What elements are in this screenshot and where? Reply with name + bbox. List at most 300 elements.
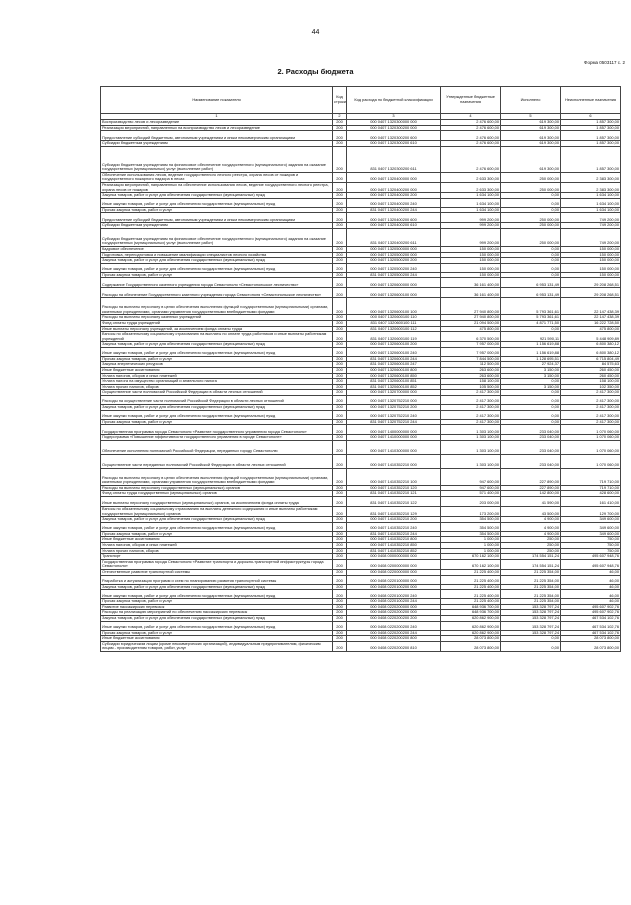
row-kbk: 000 0407 1320600100 100 <box>347 298 441 315</box>
row-name: Фонд оплаты труда учреждений <box>101 320 333 326</box>
row-name: Субсидии бюджетным учреждениям <box>101 223 333 229</box>
index-cell: 5 <box>501 114 561 120</box>
row-executed: 233 040,00 <box>501 440 561 454</box>
row-unexecuted: 495 607 902,76 <box>561 604 621 610</box>
row-kbk: 000 0407 1320400200 240 <box>347 198 441 207</box>
row-name: Реализация мероприятий, направленных на воспроизводство лесов и лесоразведение <box>101 125 333 131</box>
row-name: Расходы на реализацию мероприятий по обеспечению пассажирских перевозок <box>101 610 333 616</box>
row-name: Прочая закупка товаров, работ и услуг <box>101 599 333 605</box>
row-approved: 21 094 500,00 <box>441 320 501 326</box>
row-unexecuted: 750,00 <box>561 537 621 543</box>
table-row <box>101 590 621 599</box>
row-approved: 648 936 700,00 <box>441 610 501 616</box>
row-unexecuted: 28 073 800,00 <box>561 641 621 651</box>
row-name: Уплата налогов, сборов и иных платежей <box>101 542 333 548</box>
row-name: Осуществление части переданных полномочий Российской Федерации в области лесных отношений <box>101 454 333 468</box>
row-executed: 21 225 354,00 <box>501 590 561 599</box>
row-unexecuted: 6 800 380,12 <box>561 342 621 348</box>
row-executed: 153 328 797,24 <box>501 604 561 610</box>
row-line-code: 200 <box>333 193 347 199</box>
table-row <box>101 575 621 584</box>
header-approved: Утвержденные бюджетные назначения <box>441 87 501 114</box>
table-row <box>101 288 621 298</box>
row-unexecuted: 2 417 300,00 <box>561 405 621 411</box>
row-kbk: 000 0407 1320700000 000 <box>347 390 441 396</box>
row-name: Прочая закупка товаров, работ и услуг <box>101 531 333 537</box>
row-name: Отечественные развитие транспортной системы <box>101 569 333 575</box>
row-unexecuted: 349 600,00 <box>561 531 621 537</box>
row-kbk: 000 0408 0220100200 244 <box>347 599 441 605</box>
table-row <box>101 410 621 419</box>
row-line-code: 200 <box>333 454 347 468</box>
row-line-code: 200 <box>333 621 347 630</box>
row-kbk: 000 0407 1320400000 000 <box>347 172 441 182</box>
row-kbk: 831 0407 1320300200 611 <box>347 146 441 172</box>
row-line-code: 200 <box>333 497 347 507</box>
row-line-code: 200 <box>333 615 347 621</box>
row-line-code: 200 <box>333 356 347 362</box>
row-unexecuted: 749 200,00 <box>561 228 621 246</box>
row-executed: 0,00 <box>501 272 561 278</box>
row-approved: 27 940 800,00 <box>441 315 501 321</box>
row-executed: 21 225 354,00 <box>501 584 561 590</box>
row-kbk: 831 0407 1410352210 244 <box>347 531 441 537</box>
row-approved: 2 417 300,00 <box>441 405 501 411</box>
row-name: Взносы по обязательному социальному страхованию на выплаты по оплате труда работников и иные выплаты работникам учреждений <box>101 332 333 342</box>
row-executed: 0,00 <box>501 207 561 213</box>
row-name: Расходы на выплаты персоналу казенных учреждений <box>101 315 333 321</box>
row-name: Разработка и актуализация программ и схем по планированию развития транспортной системы <box>101 575 333 584</box>
row-name: Прочая закупка товаров, работ и услуг <box>101 356 333 362</box>
row-kbk: 000 0408 0220200000 000 <box>347 604 441 610</box>
row-executed: 619 300,00 <box>501 146 561 172</box>
row-line-code: 200 <box>333 182 347 192</box>
row-approved: 150 000,00 <box>441 252 501 258</box>
row-name: Закупка товаров, работ и услуг для обеспечения государственных (муниципальных) нужд <box>101 342 333 348</box>
row-executed: 4 871 771,50 <box>501 320 561 326</box>
row-line-code: 200 <box>333 604 347 610</box>
row-unexecuted: 749 200,00 <box>561 223 621 229</box>
row-line-code: 200 <box>333 410 347 419</box>
row-unexecuted: 2 417 300,00 <box>561 396 621 405</box>
row-name: Субсидии юридическим лицам (кроме некоммерческих организаций), индивидуальным предпринимателям, физическим лицам - производителям товаров, работ, услуг <box>101 641 333 651</box>
header-name: Наименование показателя <box>101 87 333 114</box>
row-unexecuted: 1 070 060,00 <box>561 440 621 454</box>
row-executed: 0,00 <box>501 193 561 199</box>
row-kbk: 000 0408 0000000000 000 <box>347 554 441 560</box>
row-line-code: 200 <box>333 146 347 172</box>
row-approved: 354 500,00 <box>441 522 501 531</box>
row-line-code: 200 <box>333 379 347 385</box>
row-executed: 21 225 354,00 <box>501 599 561 605</box>
row-unexecuted: 16 222 728,50 <box>561 320 621 326</box>
row-executed: 250 000,00 <box>501 213 561 223</box>
row-executed: 250,00 <box>501 542 561 548</box>
row-executed: 921 590,11 <box>501 332 561 342</box>
row-line-code: 200 <box>333 590 347 599</box>
row-approved: 947 600,00 <box>441 485 501 491</box>
row-kbk: 000 0407 1410000000 000 <box>347 435 441 441</box>
row-name: Иные закупки товаров, работ и услуг для обеспечения государственных (муниципальных) нужд <box>101 347 333 356</box>
row-executed: 153 328 797,24 <box>501 615 561 621</box>
index-cell: 6 <box>561 114 621 120</box>
row-name: Обеспечение использования лесов, ведение государственного лесного реестра, охрана лесов от пожаров и государственного пожарного надзора в лесах <box>101 172 333 182</box>
row-approved: 2 476 600,00 <box>441 120 501 126</box>
row-line-code: 200 <box>333 485 347 491</box>
row-unexecuted: 1 070 060,00 <box>561 435 621 441</box>
row-approved: 28 073 800,00 <box>441 636 501 642</box>
row-line-code: 200 <box>333 373 347 379</box>
row-line-code: 200 <box>333 419 347 425</box>
row-unexecuted: 46,00 <box>561 569 621 575</box>
row-kbk: 000 0407 1410352210 240 <box>347 522 441 531</box>
row-unexecuted: 2 383 300,00 <box>561 172 621 182</box>
table-row <box>101 347 621 356</box>
row-name: Расходы на выплаты персоналу в целях обеспечения выполнения функций государственными (муниципальными) органами, казенными учреждениями, органами управления государственными внебюджетными фондами <box>101 468 333 485</box>
row-unexecuted: 260 450,00 <box>561 373 621 379</box>
row-name: Расходы на выплаты персоналу в целях обеспечения выполнения функций государственными (муниципальными) органами, казенными учреждениями, органами управления государственными внебюджетными фондами <box>101 298 333 315</box>
row-executed: 6 953 131,49 <box>501 288 561 298</box>
row-kbk: 000 0407 1320600100 000 <box>347 288 441 298</box>
row-executed: 1 156 619,88 <box>501 347 561 356</box>
expenses-table <box>100 86 621 652</box>
row-kbk: 000 0407 1320400200 600 <box>347 213 441 223</box>
row-unexecuted: 750,00 <box>561 542 621 548</box>
row-line-code: 200 <box>333 213 347 223</box>
row-line-code: 200 <box>333 368 347 374</box>
row-kbk: 000 0407 1410352210 850 <box>347 542 441 548</box>
row-executed: 4 900,00 <box>501 517 561 523</box>
table-row <box>101 172 621 182</box>
header-kbk: Код расхода по бюджетной классификации <box>347 87 441 114</box>
row-approved: 21 225 400,00 <box>441 599 501 605</box>
row-line-code: 200 <box>333 548 347 554</box>
row-approved: 947 600,00 <box>441 468 501 485</box>
row-unexecuted: 467 534 102,76 <box>561 615 621 621</box>
row-approved: 2 417 300,00 <box>441 410 501 419</box>
row-line-code: 200 <box>333 390 347 396</box>
row-executed: 174 554 151,24 <box>501 554 561 560</box>
row-line-code: 200 <box>333 320 347 326</box>
row-kbk: 000 0407 1410352210 800 <box>347 537 441 543</box>
row-approved: 2 476 600,00 <box>441 125 501 131</box>
row-kbk: 000 0407 1320600100 850 <box>347 373 441 379</box>
row-approved: 620 862 900,00 <box>441 630 501 636</box>
row-name: Субсидии бюджетным учреждениям на финансовое обеспечение государственного (муниципального) задания на оказание государственных (муниципальных) услуг (выполнение работ) <box>101 146 333 172</box>
row-approved: 150 000,00 <box>441 246 501 252</box>
row-executed: 41 590,00 <box>501 497 561 507</box>
row-executed: 174 554 151,24 <box>501 559 561 569</box>
row-kbk: 831 0407 1410352210 122 <box>347 497 441 507</box>
row-approved: 2 633 300,00 <box>441 172 501 182</box>
row-approved: 999 200,00 <box>441 228 501 246</box>
row-line-code: 200 <box>333 531 347 537</box>
table-row <box>101 278 621 288</box>
row-line-code: 200 <box>333 517 347 523</box>
row-line-code: 200 <box>333 396 347 405</box>
row-kbk: 000 0408 0220100200 000 <box>347 584 441 590</box>
row-kbk: 000 0407 1320600100 110 <box>347 315 441 321</box>
row-line-code: 200 <box>333 542 347 548</box>
row-executed: 0,00 <box>501 636 561 642</box>
row-approved: 2 417 300,00 <box>441 396 501 405</box>
row-approved: 354 500,00 <box>441 531 501 537</box>
row-executed: 1 156 619,88 <box>501 342 561 348</box>
row-executed: 0,00 <box>501 258 561 264</box>
index-cell: 2 <box>333 114 347 120</box>
row-approved: 21 225 400,00 <box>441 590 501 599</box>
header-line-code: Код строки <box>333 87 347 114</box>
row-line-code: 200 <box>333 537 347 543</box>
row-approved: 2 417 300,00 <box>441 419 501 425</box>
row-unexecuted: 2 417 300,00 <box>561 390 621 396</box>
row-executed: 21 225 354,00 <box>501 575 561 584</box>
row-name: Иные закупки товаров, работ и услуг для обеспечения государственных (муниципальных) нужд <box>101 410 333 419</box>
row-unexecuted: 2 417 300,00 <box>561 410 621 419</box>
row-name: Расходы на осуществление части полномочий Российской Федерации в области лесных отношений <box>101 396 333 405</box>
row-unexecuted: 46,00 <box>561 584 621 590</box>
row-unexecuted: 475 800,00 <box>561 326 621 332</box>
row-name: Государственная программа города Севастополя «Развитие транспорта и дорожно-транспортной инфраструктуры города Севастополя» <box>101 559 333 569</box>
row-approved: 21 225 400,00 <box>441 569 501 575</box>
row-executed: 0,00 <box>501 396 561 405</box>
row-line-code: 200 <box>333 198 347 207</box>
row-unexecuted: 2 383 300,00 <box>561 182 621 192</box>
row-name: Реализация мероприятий, направленных на обеспечение использования лесов, ведение государственного лесного реестра, охрана лесов от пожаров <box>101 182 333 192</box>
row-unexecuted: 150 000,00 <box>561 258 621 264</box>
row-executed: 3 150,00 <box>501 384 561 390</box>
table-row <box>101 228 621 246</box>
row-name: Предоставление субсидий бюджетным, автономным учреждениям и иным некоммерческим организациям <box>101 213 333 223</box>
row-name: Закупка товаров, работ и услуг для обеспечения государственных (муниципальных) нужд <box>101 517 333 523</box>
row-unexecuted: 719 710,00 <box>561 485 621 491</box>
row-executed: 0,00 <box>501 263 561 272</box>
page-number: 44 <box>311 29 320 36</box>
row-unexecuted: 349 600,00 <box>561 522 621 531</box>
row-approved: 263 600,00 <box>441 373 501 379</box>
row-unexecuted: 260 450,00 <box>561 368 621 374</box>
row-kbk: 000 0408 0220100000 000 <box>347 575 441 584</box>
row-approved: 670 162 100,00 <box>441 554 501 560</box>
row-line-code: 200 <box>333 258 347 264</box>
row-name: Фонд оплаты труда государственных (муниципальных) органов <box>101 491 333 497</box>
row-unexecuted: 750,00 <box>561 548 621 554</box>
row-executed: 153 328 797,24 <box>501 621 561 630</box>
table-row <box>101 263 621 272</box>
row-line-code: 200 <box>333 384 347 390</box>
row-unexecuted: 495 607 948,76 <box>561 554 621 560</box>
row-kbk: 000 0407 1320600000 000 <box>347 278 441 288</box>
row-name: Иные бюджетные ассигнования <box>101 537 333 543</box>
row-unexecuted: 6 715 804,49 <box>561 356 621 362</box>
row-unexecuted: 158 100,00 <box>561 379 621 385</box>
row-line-code: 200 <box>333 440 347 454</box>
row-executed: 0,00 <box>501 379 561 385</box>
row-approved: 620 862 900,00 <box>441 615 501 621</box>
row-unexecuted: 150 000,00 <box>561 252 621 258</box>
row-kbk: 831 0407 1320600100 119 <box>347 332 441 342</box>
row-approved: 999 200,00 <box>441 213 501 223</box>
table-row <box>101 468 621 485</box>
row-kbk: 000 0407 1320600100 800 <box>347 368 441 374</box>
row-approved: 150 000,00 <box>441 272 501 278</box>
row-approved: 620 862 900,00 <box>441 621 501 630</box>
row-unexecuted: 84 575,63 <box>561 362 621 368</box>
row-unexecuted: 150 000,00 <box>561 272 621 278</box>
row-line-code: 200 <box>333 347 347 356</box>
form-code: Форма 0503117 с. 2 <box>584 60 625 65</box>
row-unexecuted: 1 857 300,00 <box>561 146 621 172</box>
row-kbk: 000 0407 1320752210 240 <box>347 410 441 419</box>
row-executed: 153 328 797,24 <box>501 630 561 636</box>
row-line-code: 200 <box>333 575 347 584</box>
table-body <box>101 120 621 652</box>
row-name: Иные выплаты персоналу учреждений, за исключением фонда оплаты труда <box>101 326 333 332</box>
row-kbk: 831 0407 1320752210 244 <box>347 419 441 425</box>
row-kbk: 831 0407 1320600100 851 <box>347 379 441 385</box>
row-executed: 250 000,00 <box>501 172 561 182</box>
row-approved: 1 303 100,00 <box>441 440 501 454</box>
row-executed: 0,00 <box>501 410 561 419</box>
row-unexecuted: 719 710,00 <box>561 468 621 485</box>
row-line-code: 200 <box>333 491 347 497</box>
row-line-code: 200 <box>333 425 347 435</box>
row-kbk: 000 0407 1320500200 000 <box>347 252 441 258</box>
row-executed: 3 150,00 <box>501 368 561 374</box>
row-kbk: 831 0407 1410352210 121 <box>347 491 441 497</box>
row-approved: 150 000,00 <box>441 258 501 264</box>
row-line-code: 200 <box>333 569 347 575</box>
row-name: Взносы по обязательному социальному страхованию на выплаты денежного содержания и иные выплаты работникам государственных (муниципальных) органов <box>101 507 333 517</box>
row-kbk: 831 0407 1320500200 244 <box>347 272 441 278</box>
row-executed: 619 300,00 <box>501 125 561 131</box>
row-name: Иные закупки товаров, работ и услуг для обеспечения государственных (муниципальных) нужд <box>101 198 333 207</box>
row-kbk: 000 0408 0220200200 244 <box>347 630 441 636</box>
row-approved: 670 162 100,00 <box>441 559 501 569</box>
row-unexecuted: 46,00 <box>561 599 621 605</box>
index-cell: 1 <box>101 114 333 120</box>
row-unexecuted: 1 634 100,00 <box>561 198 621 207</box>
row-unexecuted: 495 607 948,76 <box>561 559 621 569</box>
row-executed: 0,00 <box>501 641 561 651</box>
table-row <box>101 131 621 141</box>
header-executed: Исполнено <box>501 87 561 114</box>
table-row <box>101 213 621 223</box>
row-executed: 27 924,37 <box>501 362 561 368</box>
row-executed: 5 793 361,61 <box>501 315 561 321</box>
row-unexecuted: 1 857 300,00 <box>561 125 621 131</box>
row-name: Закупка товаров, работ и услуг для обеспечения государственных (муниципальных) нужд <box>101 584 333 590</box>
row-line-code: 200 <box>333 272 347 278</box>
row-kbk: 000 0407 1320300000 000 <box>347 120 441 126</box>
row-approved: 158 100,00 <box>441 379 501 385</box>
row-unexecuted: 1 634 100,00 <box>561 193 621 199</box>
row-line-code: 200 <box>333 278 347 288</box>
row-approved: 36 161 400,00 <box>441 288 501 298</box>
row-name: Прочая закупка товаров, работ и услуг <box>101 419 333 425</box>
row-kbk: 000 0407 1320300200 000 <box>347 125 441 131</box>
row-name: Закупка товаров, работ и услуг для обеспечения государственных (муниципальных) нужд <box>101 405 333 411</box>
row-line-code: 200 <box>333 559 347 569</box>
row-unexecuted: 22 147 438,39 <box>561 315 621 321</box>
table-row <box>101 454 621 468</box>
row-executed: 233 040,00 <box>501 454 561 468</box>
row-unexecuted: 749 200,00 <box>561 213 621 223</box>
row-line-code: 200 <box>333 246 347 252</box>
row-line-code: 200 <box>333 468 347 485</box>
row-unexecuted: 150 000,00 <box>561 246 621 252</box>
row-executed: 4 900,00 <box>501 522 561 531</box>
row-kbk: 000 0408 0220100200 240 <box>347 590 441 599</box>
row-kbk: 831 0407 1320600100 852 <box>347 384 441 390</box>
row-kbk: 000 0407 1400000000 000 <box>347 425 441 435</box>
row-unexecuted: 467 534 102,76 <box>561 630 621 636</box>
row-approved: 203 000,00 <box>441 497 501 507</box>
row-name: Прочая закупка товаров, работ и услуг <box>101 207 333 213</box>
row-approved: 1 303 100,00 <box>441 425 501 435</box>
row-unexecuted: 467 534 102,76 <box>561 621 621 630</box>
row-name: Уплата прочих налогов, сборов <box>101 548 333 554</box>
row-name: Иные закупки товаров, работ и услуг для обеспечения государственных (муниципальных) нужд <box>101 522 333 531</box>
row-kbk: 000 0408 0220200200 200 <box>347 615 441 621</box>
row-line-code: 200 <box>333 507 347 517</box>
row-kbk: 000 0408 0220200200 000 <box>347 610 441 616</box>
row-kbk: 000 0407 1320752210 200 <box>347 405 441 411</box>
row-unexecuted: 150 000,00 <box>561 263 621 272</box>
header-unexecuted: Неисполненные назначения <box>561 87 621 114</box>
table-row <box>101 298 621 315</box>
row-unexecuted: 2 417 300,00 <box>561 419 621 425</box>
row-line-code: 200 <box>333 228 347 246</box>
row-name: Уплата налога на имущество организаций и земельного налога <box>101 379 333 385</box>
row-name: Расходы на обеспечение Государственного казенного учреждения города Севастополя «Севастопольское лесничество» <box>101 288 333 298</box>
row-executed: 0,00 <box>501 390 561 396</box>
row-executed: 250 000,00 <box>501 182 561 192</box>
row-line-code: 200 <box>333 288 347 298</box>
row-executed: 250,00 <box>501 548 561 554</box>
row-executed: 233 040,00 <box>501 435 561 441</box>
row-line-code: 200 <box>333 630 347 636</box>
row-unexecuted: 1 857 300,00 <box>561 141 621 147</box>
row-executed: 142 800,00 <box>501 491 561 497</box>
row-approved: 36 161 400,00 <box>441 278 501 288</box>
row-line-code: 200 <box>333 172 347 182</box>
row-unexecuted: 1 857 300,00 <box>561 120 621 126</box>
row-name: Иные закупки товаров, работ и услуг для обеспечения государственных (муниципальных) нужд <box>101 621 333 630</box>
row-approved: 1 000,00 <box>441 548 501 554</box>
row-name: Расходы на выплаты персоналу государственных (муниципальных) органов <box>101 485 333 491</box>
row-kbk: 831 0407 1320400200 244 <box>347 207 441 213</box>
row-name: Уплата налогов, сборов и иных платежей <box>101 373 333 379</box>
row-executed: 6 953 131,49 <box>501 278 561 288</box>
row-name: Иные закупки товаров, работ и услуг для обеспечения государственных (муниципальных) нужд <box>101 263 333 272</box>
row-unexecuted: 6 800 380,12 <box>561 347 621 356</box>
row-approved: 7 957 000,00 <box>441 347 501 356</box>
row-executed: 227 890,00 <box>501 468 561 485</box>
row-approved: 27 940 800,00 <box>441 298 501 315</box>
row-line-code: 200 <box>333 405 347 411</box>
row-approved: 2 633 300,00 <box>441 182 501 192</box>
row-kbk: 000 0407 1320500200 200 <box>347 258 441 264</box>
row-unexecuted: 349 600,00 <box>561 517 621 523</box>
row-name: Предоставление субсидий бюджетным, автономным учреждениям и иным некоммерческим организациям <box>101 131 333 141</box>
row-line-code: 200 <box>333 141 347 147</box>
row-executed: 0,00 <box>501 252 561 258</box>
row-kbk: 831 0407 1320600100 244 <box>347 356 441 362</box>
row-line-code: 200 <box>333 332 347 342</box>
row-kbk: 000 0407 1320752210 000 <box>347 396 441 405</box>
row-executed: 0,00 <box>501 405 561 411</box>
